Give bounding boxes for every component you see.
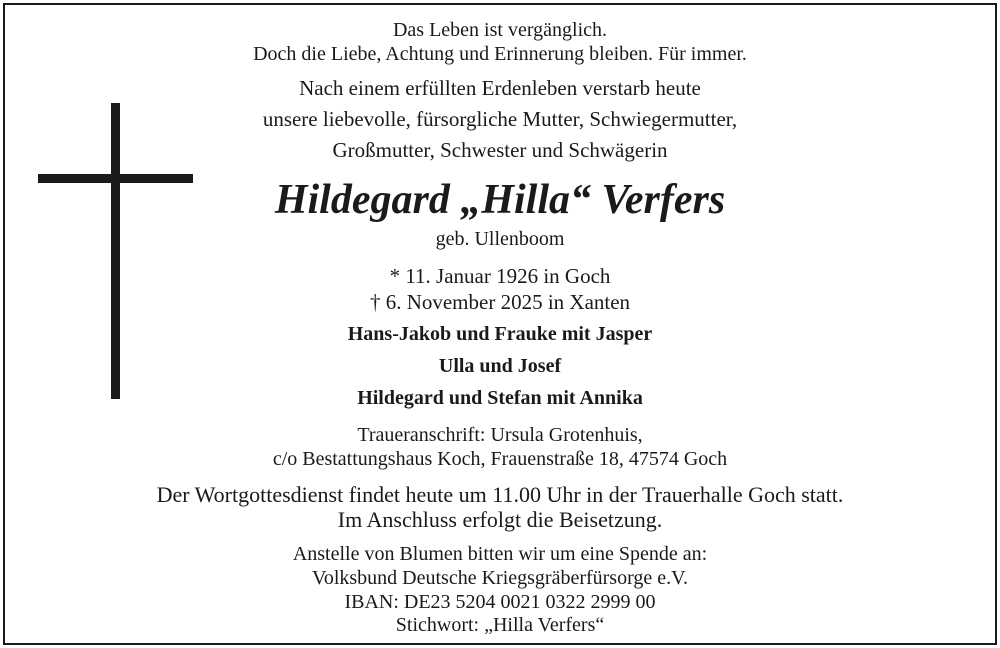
service-line-1: Der Wortgottesdienst findet heute um 11.00 Uhr in der Trauerhalle Goch statt. xyxy=(156,482,844,507)
donation-line-1: Anstelle von Blumen bitten wir um eine Spende an: xyxy=(292,543,708,565)
death-date: † 6. November 2025 in Xanten xyxy=(369,290,631,314)
mourner-line-1: Hans-Jakob und Frauke mit Jasper xyxy=(347,323,653,345)
mourner-line-2: Ulla und Josef xyxy=(438,355,562,377)
address-line-2: c/o Bestattungshaus Koch, Frauenstraße 18, 47574 Goch xyxy=(272,448,728,470)
birth-date: * 11. Januar 1926 in Goch xyxy=(389,264,611,288)
donation-iban: IBAN: DE23 5204 0021 0322 2999 00 xyxy=(344,591,656,613)
service-line-2: Im Anschluss erfolgt die Beisetzung. xyxy=(337,507,663,532)
motto-line-1: Das Leben ist vergänglich. xyxy=(392,19,607,41)
intro-line-3: Großmutter, Schwester und Schwägerin xyxy=(332,138,668,162)
deceased-name: Hildegard „Hilla“ Verfers xyxy=(274,177,726,223)
intro-line-1: Nach einem erfüllten Erdenleben verstarb heute xyxy=(299,76,701,100)
address-line-1: Traueranschrift: Ursula Grotenhuis, xyxy=(357,424,643,446)
donation-line-2: Volksbund Deutsche Kriegsgräberfürsorge e.V. xyxy=(311,567,689,589)
donation-keyword: Stichwort: „Hilla Verfers“ xyxy=(395,614,605,636)
intro-line-2: unsere liebevolle, fürsorgliche Mutter, Schwiegermutter, xyxy=(262,107,738,131)
motto-line-2: Doch die Liebe, Achtung und Erinnerung bleiben. Für immer. xyxy=(253,43,747,65)
mourner-line-3: Hildegard und Stefan mit Annika xyxy=(357,387,643,409)
birth-name: geb. Ullenboom xyxy=(435,228,565,250)
